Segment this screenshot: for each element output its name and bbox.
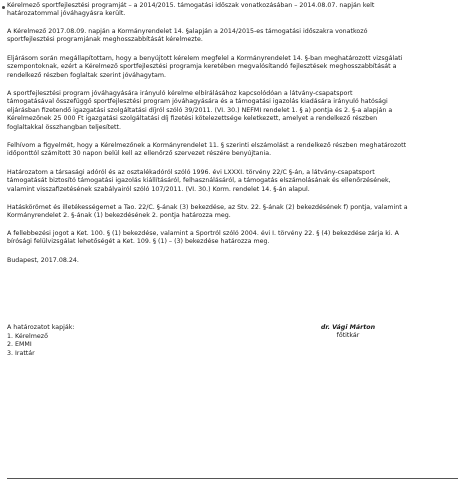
text-line: támogatását biztosító támogatási igazolás kiállításáról, felhasználásáról, a támogatás elszámolásának és ellenőrzésének, — [7, 177, 391, 185]
paragraph-findings — [7, 55, 458, 80]
list-item: 1. Kérelmező — [7, 333, 48, 340]
text-line: sportfejlesztési programjának meghosszabbítását kérelmezte. — [7, 36, 203, 44]
text-line: A fellebbezési jogot a Ket. 100. § (1) bekezdése, valamint a Sportról szóló 2004. évi I. törvény 22. § (4) bekezdése zárja ki. A — [7, 230, 399, 237]
text-line: rendelkező részben foglaltak szerint jóváhagytam. — [7, 71, 167, 79]
paragraph-extension-request — [7, 28, 458, 45]
text-line: A Kérelmező 2017.08.09. napján a Kormányrendelet 14. §alapján a 2014/2015-es támogatási időszakra vonatkozó — [7, 28, 368, 35]
list-item: 3. Irattár — [7, 349, 35, 357]
text-line: foglaltakkal összhangban teljesített. — [7, 123, 121, 131]
bullet-mark — [2, 6, 5, 9]
list-item: 2. EMMI — [7, 341, 32, 349]
text-line: Budapest, 2017.08.24. — [7, 257, 79, 264]
paragraph-appeal — [7, 230, 458, 247]
text-line: Határozatom a társasági adóról és az osztalékadóról szóló 1996. évi LXXXI. törvény 22/C §-án, a látvány-csapatsport — [7, 169, 375, 176]
text-line: támogatásával összefüggő sportfejlesztési program jóváhagyására és a támogatási igazolás kiadására irányuló hatósági — [7, 98, 388, 106]
recipients-list — [7, 333, 48, 358]
paragraph-fee — [7, 90, 458, 132]
text-line: eljárásban fizetendő igazgatási szolgáltatási díjról szóló 39/2011. (VI. 30.) NEFMI rendelet 1. § a) pontja és 2. §-a alapján a — [7, 106, 393, 114]
text-line: Eljárásom során megállapítottam, hogy a benyújtott kérelem megfelel a Kormányrendelet 14. §-ban meghatározott vizsgálati — [7, 55, 403, 62]
text-line: Kérelmező sportfejlesztési programját – a 2014/2015. támogatási időszak vonatkozásában – 2014.08.07. napján kelt — [7, 2, 375, 9]
text-line: valamint visszafizetésének szabályairól szóló 107/2011. (VI. 30.) Korm. rendelet 14. §-án alapul. — [7, 185, 310, 193]
recipients-label: A határozatot kapják: — [7, 324, 75, 331]
text-line: szempontoknak, ezért a Kérelmező sportfejlesztési programja keretében megvalósítandó fejlesztések meghosszabbítását a — [7, 63, 397, 71]
paragraph-settlement-notice — [7, 142, 458, 159]
signer-title: főtitkár — [336, 332, 360, 340]
text-line: bírósági felülvizsgálat lehetőségét a Ket. 109. § (1) – (3) bekezdése határozza meg. — [7, 238, 270, 246]
paragraph-competence — [7, 204, 458, 221]
signature-block — [318, 324, 378, 341]
text-line: Kérelmezőnek 25 000 Ft igazgatási szolgáltatási díj fizetési kötelezettsége keletkezett, amelyet a rendelkező részben — [7, 115, 378, 123]
paragraph-program-approval — [7, 2, 458, 19]
text-line: határozatommal jóváhagyásra került. — [7, 10, 126, 18]
text-line: Hatáskörömet és illetékességemet a Tao. 22/C. §-ának (3) bekezdése, az Stv. 22. §-ának (2) bekezdésének f) pontja, valamint a — [7, 204, 408, 211]
signer-name: dr. Vági Márton — [320, 324, 376, 331]
place-date — [7, 257, 458, 265]
text-line: A sportfejlesztési program jóváhagyására irányuló kérelme elbírálásához kapcsolódóan a látvány-csapatsport — [7, 90, 353, 97]
text-line: időponttól számított 30 napon belül kell az ellenőrző szervezet részére benyújtania. — [7, 150, 272, 158]
footer-divider — [7, 478, 458, 479]
text-line: Felhívom a figyelmét, hogy a Kérelmezőnek a Kormányrendelet 11. § szerinti elszámolást a rendelkező részben meghatározott — [7, 142, 407, 149]
text-line: Kormányrendelet 2. §-ának (1) bekezdésének 2. pontja határozza meg. — [7, 212, 231, 220]
paragraph-legal-basis — [7, 169, 458, 194]
